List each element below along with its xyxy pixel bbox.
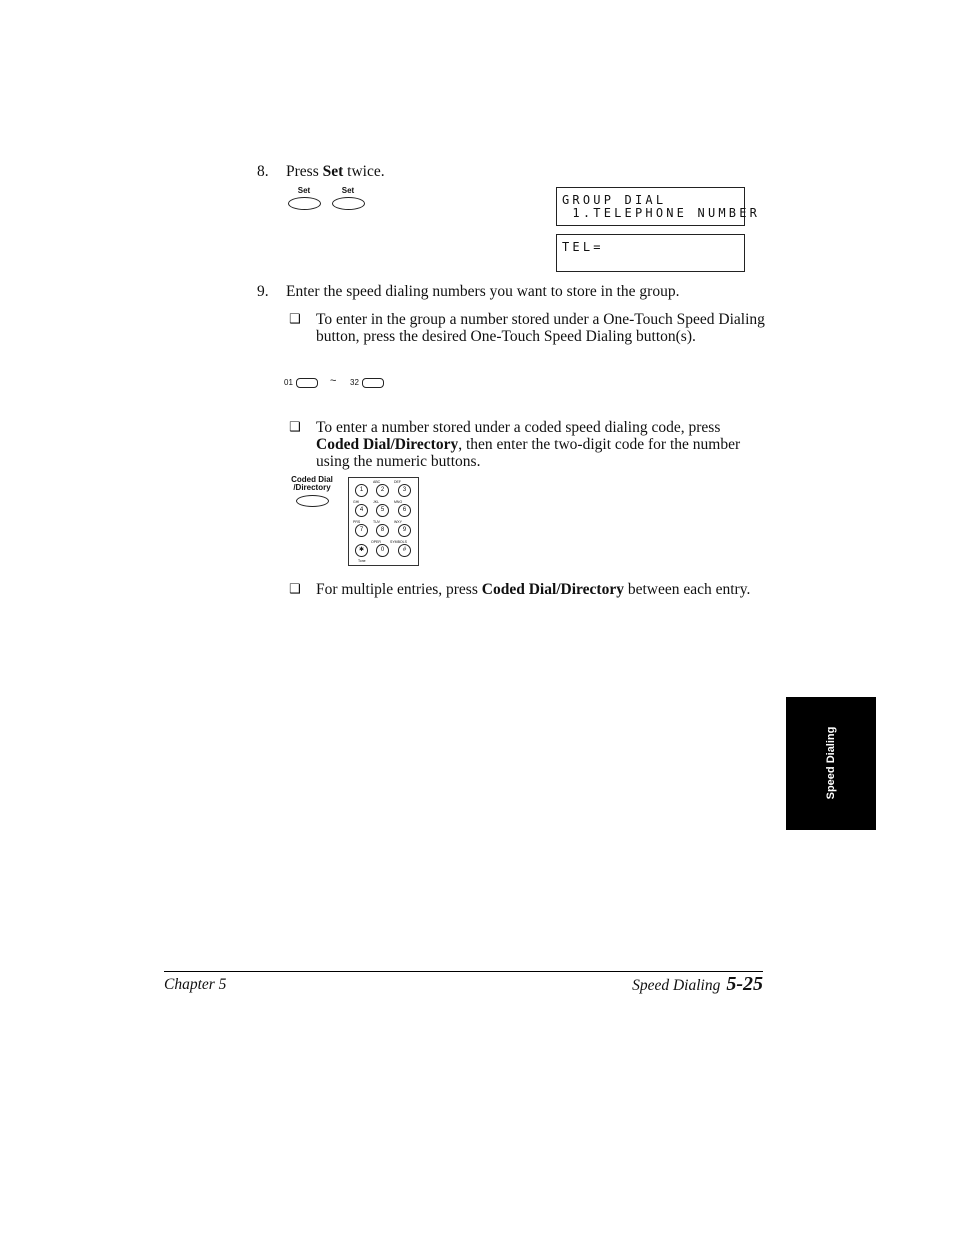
coded-dial-button-icon — [296, 495, 329, 507]
key-letters: MNO — [394, 500, 403, 504]
lcd-screen-tel — [556, 234, 745, 272]
keypad-key-1: 1 — [355, 484, 368, 497]
bullet-icon: ❑ — [289, 582, 301, 597]
bullet-multiple-entries-text: For multiple entries, press Coded Dial/Directory between each entry. — [316, 581, 751, 598]
keypad-key-star: ✱ — [355, 544, 368, 557]
footer-section: Speed Dialing 5-25 — [632, 973, 763, 995]
step-9-number: 9. — [257, 283, 269, 300]
step-9-text: Enter the speed dialing numbers you want to store in the group. — [286, 283, 680, 300]
key-letters: DEF — [394, 480, 401, 484]
chapter-side-tab — [786, 697, 876, 830]
key-letters: ABC — [373, 480, 381, 484]
coded-dial-button-label: Coded Dial /Directory — [291, 475, 333, 492]
keypad-key-5: 5 — [376, 504, 389, 517]
one-touch-button-icon — [362, 378, 384, 388]
bullet-coded-dial-text: To enter a number stored under a coded speed dialing code, press Coded Dial/Directory, then enter the two-digit code for the number using the numeric buttons. — [316, 419, 741, 470]
keypad-key-0: 0 — [376, 544, 389, 557]
side-tab-label: Speed Dialing — [825, 726, 837, 800]
lcd-line: TEL= — [562, 240, 604, 254]
key-letters: GHI — [353, 500, 360, 504]
key-letters: Tone — [358, 559, 366, 563]
set-button-icon — [332, 197, 365, 210]
range-tilde: ~ — [330, 375, 337, 387]
lcd-line: 1.TELEPHONE NUMBER — [562, 206, 761, 220]
keypad-key-7: 7 — [355, 524, 368, 537]
bullet-icon: ❑ — [289, 420, 301, 435]
keypad-key-4: 4 — [355, 504, 368, 517]
one-touch-button-icon — [296, 378, 318, 388]
footer-divider — [164, 971, 763, 972]
step-8-text: Press Set twice. — [286, 163, 385, 180]
bullet-one-touch-text: To enter in the group a number stored under a One-Touch Speed Dialing button, press the desired One-Touch Speed Dialing button(s). — [316, 311, 765, 345]
lcd-screen-group-dial — [556, 187, 761, 226]
one-touch-first-label: 01 — [284, 378, 293, 387]
keypad-key-hash: # — [398, 544, 411, 557]
keypad-key-2: 2 — [376, 484, 389, 497]
bullet-icon: ❑ — [289, 312, 301, 327]
key-letters: JKL — [373, 500, 380, 504]
set-button-label-2: Set — [341, 186, 355, 195]
set-button-icon — [288, 197, 321, 210]
step-8-number: 8. — [257, 163, 269, 180]
key-letters: PRS — [353, 520, 361, 524]
lcd-line: GROUP DIAL — [562, 193, 667, 207]
key-letters: SYMBOLS — [390, 540, 407, 544]
numeric-keypad-icon — [348, 477, 419, 566]
one-touch-last-label: 32 — [350, 378, 359, 387]
keypad-key-9: 9 — [398, 524, 411, 537]
keypad-key-8: 8 — [376, 524, 389, 537]
page-number: 5-25 — [726, 973, 763, 995]
key-letters: WXY — [394, 520, 402, 524]
keypad-key-6: 6 — [398, 504, 411, 517]
key-letters: OPER — [371, 540, 381, 544]
keypad-key-3: 3 — [398, 484, 411, 497]
footer-chapter: Chapter 5 — [164, 976, 227, 993]
key-letters: TUV — [373, 520, 380, 524]
set-button-label-1: Set — [297, 186, 311, 195]
